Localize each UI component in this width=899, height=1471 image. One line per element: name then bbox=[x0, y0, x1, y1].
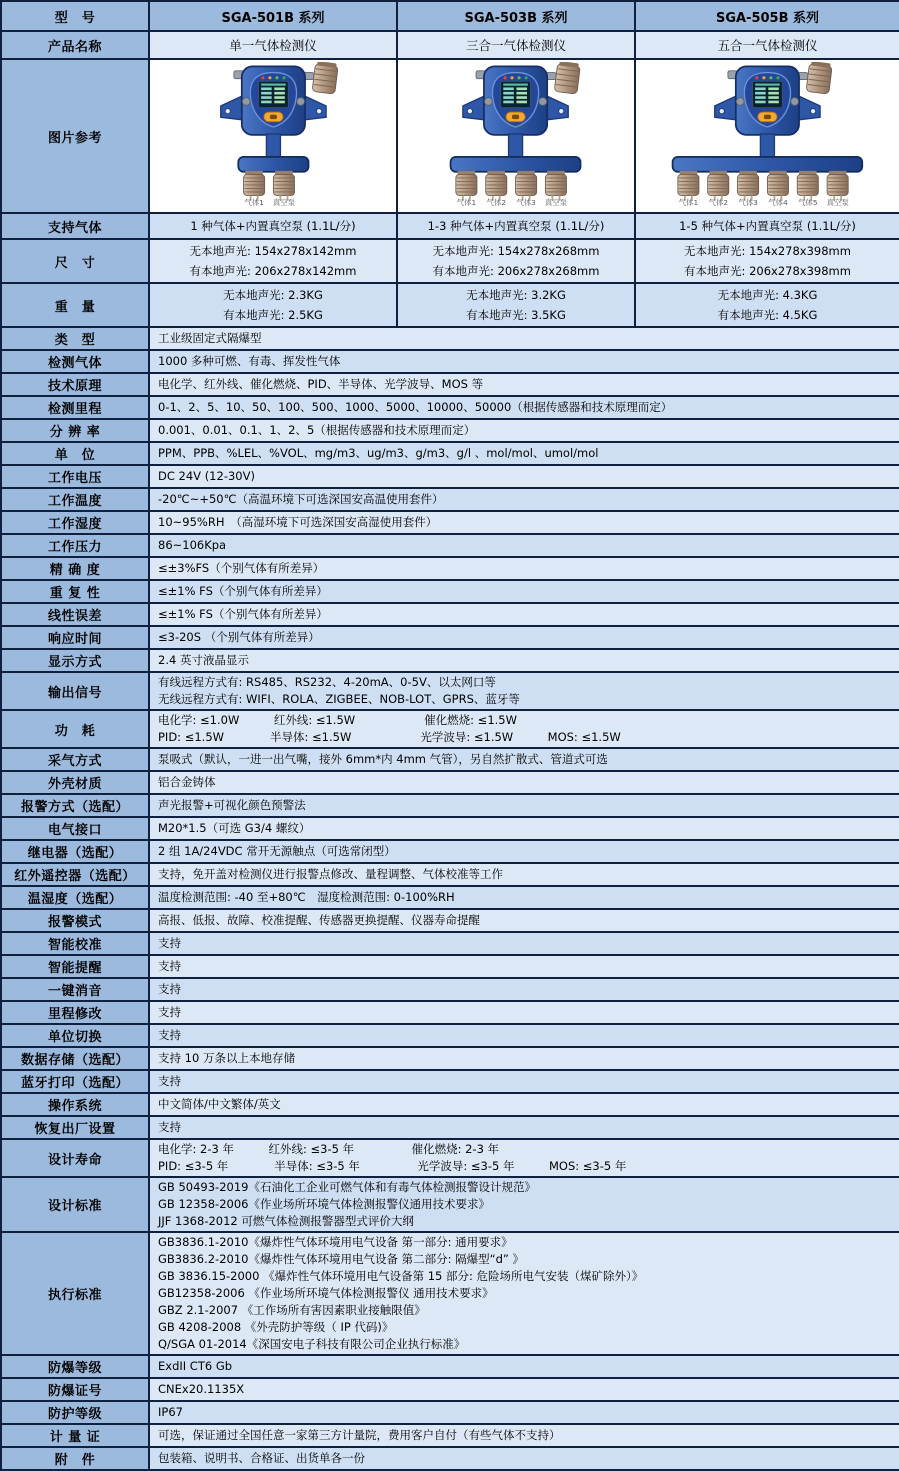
row-label-weight: 重 量 bbox=[1, 283, 149, 327]
device-image-cell bbox=[635, 59, 899, 213]
spec-value-line: 电化学: ≤1.0W 红外线: ≤1.5W 催化燃烧: ≤1.5W bbox=[158, 713, 517, 727]
spec-value-line: M20*1.5（可选 G3/4 螺纹） bbox=[158, 821, 311, 835]
spec-value bbox=[149, 534, 899, 557]
spec-row bbox=[1, 771, 899, 794]
sensor-label: 真空泵 bbox=[272, 198, 295, 206]
spec-label: 报警方式（选配） bbox=[1, 794, 149, 817]
spec-value-line: 无线远程方式有: WIFI、ROLA、ZIGBEE、NOB-LOT、GPRS、蓝牙等 bbox=[158, 692, 520, 706]
spec-value-line: 2.4 英寸液晶显示 bbox=[158, 653, 249, 667]
spec-value bbox=[149, 710, 899, 748]
spec-value-line: ≤±3%FS（个别气体有所差异） bbox=[158, 561, 325, 575]
spec-value-line: 声光报警+可视化颜色预警法 bbox=[158, 798, 306, 812]
spec-row bbox=[1, 649, 899, 672]
device-image-cell bbox=[149, 59, 397, 213]
dimensions-row bbox=[1, 239, 899, 283]
device-illustration bbox=[190, 62, 357, 206]
spec-value bbox=[149, 1424, 899, 1447]
spec-value bbox=[149, 1355, 899, 1378]
sensor-label: 气体2 bbox=[708, 198, 729, 206]
spec-value-line: GB 4208-2008 《外壳防护等级（ IP 代码)》 bbox=[158, 1320, 394, 1334]
spec-label: 红外遥控器（选配） bbox=[1, 863, 149, 886]
spec-value bbox=[149, 863, 899, 886]
sensor-label: 气体4 bbox=[768, 198, 788, 206]
spec-value bbox=[149, 909, 899, 932]
spec-label: 执行标准 bbox=[1, 1232, 149, 1355]
row-label-gas: 支持气体 bbox=[1, 213, 149, 239]
spec-value-line: ≤±1% FS（个别气体有所差异） bbox=[158, 584, 328, 598]
spec-row bbox=[1, 511, 899, 534]
spec-value-line: GB 50493-2019《石油化工企业可燃气体和有毒气体检测报警设计规范》 bbox=[158, 1180, 536, 1194]
spec-value-line: ExdII CT6 Gb bbox=[158, 1359, 233, 1373]
sensor-label: 气体1 bbox=[243, 198, 264, 206]
spec-value bbox=[149, 465, 899, 488]
spec-label: 操作系统 bbox=[1, 1093, 149, 1116]
spec-value bbox=[149, 1139, 899, 1177]
spec-row bbox=[1, 1070, 899, 1093]
spec-value-line: 10~95%RH （高湿环境下可选深国安高湿使用套件） bbox=[158, 515, 438, 529]
spec-value-line: IP67 bbox=[158, 1405, 183, 1419]
spec-value-line: 支持 bbox=[158, 959, 181, 973]
spec-value bbox=[149, 1401, 899, 1424]
sensor-label: 真空泵 bbox=[826, 198, 849, 206]
spec-row bbox=[1, 1093, 899, 1116]
spec-value bbox=[149, 373, 899, 396]
spec-row bbox=[1, 1401, 899, 1424]
spec-value-line: 支持 bbox=[158, 936, 181, 950]
spec-label: 数据存储（选配） bbox=[1, 1047, 149, 1070]
spec-row bbox=[1, 1139, 899, 1177]
weight-value: 无本地声光: 4.3KG 有本地声光: 4.5KG bbox=[717, 288, 818, 322]
spec-label: 工作压力 bbox=[1, 534, 149, 557]
spec-value-line: 支持 bbox=[158, 1028, 181, 1042]
spec-value bbox=[149, 1232, 899, 1355]
spec-value-line: CNEx20.1135X bbox=[158, 1382, 245, 1396]
spec-value-line: 电化学: 2-3 年 红外线: ≤3-5 年 催化燃烧: 2-3 年 bbox=[158, 1142, 500, 1156]
spec-label: 继电器（选配） bbox=[1, 840, 149, 863]
sensor-label: 气体1 bbox=[456, 198, 477, 206]
sensor-label: 气体5 bbox=[798, 198, 818, 206]
spec-label: 报警模式 bbox=[1, 909, 149, 932]
spec-label: 工作湿度 bbox=[1, 511, 149, 534]
spec-value-line: 0.001、0.01、0.1、1、2、5（根据传感器和技术原理而定） bbox=[158, 423, 476, 437]
spec-label: 检测里程 bbox=[1, 396, 149, 419]
spec-value bbox=[149, 603, 899, 626]
spec-value-line: DC 24V (12-30V) bbox=[158, 469, 255, 483]
model-row bbox=[1, 1, 899, 31]
spec-value bbox=[149, 794, 899, 817]
spec-value bbox=[149, 626, 899, 649]
spec-value-line: 支持，免开盖对检测仪进行报警点修改、量程调整、气体校准等工作 bbox=[158, 867, 503, 881]
spec-value bbox=[149, 557, 899, 580]
spec-label: 分 辨 率 bbox=[1, 419, 149, 442]
spec-value bbox=[149, 1001, 899, 1024]
spec-label: 重 复 性 bbox=[1, 580, 149, 603]
spec-value bbox=[149, 350, 899, 373]
spec-value-line: 铝合金铸体 bbox=[158, 775, 216, 789]
sensor-label: 真空泵 bbox=[545, 198, 568, 206]
spec-value bbox=[149, 1378, 899, 1401]
spec-value-line: 1000 多种可燃、有毒、挥发性气体 bbox=[158, 354, 341, 368]
spec-label: 功 耗 bbox=[1, 710, 149, 748]
spec-value bbox=[149, 955, 899, 978]
spec-value-line: 支持 bbox=[158, 1074, 181, 1088]
image-row bbox=[1, 59, 899, 213]
spec-value-line: 支持 bbox=[158, 1120, 181, 1134]
spec-value-line: GB3836.1-2010《爆炸性气体环境用电气设备 第一部分: 通用要求》 bbox=[158, 1235, 513, 1249]
row-label-product: 产品名称 bbox=[1, 31, 149, 59]
spec-label: 蓝牙打印（选配） bbox=[1, 1070, 149, 1093]
spec-value bbox=[149, 580, 899, 603]
spec-row bbox=[1, 1047, 899, 1070]
spec-value bbox=[149, 978, 899, 1001]
spec-value bbox=[149, 1070, 899, 1093]
spec-label: 智能校准 bbox=[1, 932, 149, 955]
sensor-label: 气体2 bbox=[486, 198, 507, 206]
spec-label: 计 量 证 bbox=[1, 1424, 149, 1447]
spec-label: 防爆等级 bbox=[1, 1355, 149, 1378]
spec-label: 里程修改 bbox=[1, 1001, 149, 1024]
sensor-label: 气体3 bbox=[738, 198, 759, 206]
spec-label: 温湿度（选配） bbox=[1, 886, 149, 909]
model-name: SGA-503B 系列 bbox=[397, 1, 635, 31]
spec-label: 单 位 bbox=[1, 442, 149, 465]
spec-value bbox=[149, 327, 899, 350]
spec-row bbox=[1, 1177, 899, 1232]
spec-row bbox=[1, 1232, 899, 1355]
spec-value bbox=[149, 1093, 899, 1116]
spec-label: 线性误差 bbox=[1, 603, 149, 626]
spec-row bbox=[1, 465, 899, 488]
spec-value-line: 2 组 1A/24VDC 常开无源触点（可选常闭型） bbox=[158, 844, 396, 858]
spec-value bbox=[149, 817, 899, 840]
spec-row bbox=[1, 626, 899, 649]
spec-label: 技术原理 bbox=[1, 373, 149, 396]
device-image-2 bbox=[398, 62, 634, 210]
spec-label: 类 型 bbox=[1, 327, 149, 350]
spec-row bbox=[1, 580, 899, 603]
spec-value-line: 工业级固定式隔爆型 bbox=[158, 331, 262, 345]
spec-value bbox=[149, 1024, 899, 1047]
spec-row bbox=[1, 419, 899, 442]
spec-value bbox=[149, 1047, 899, 1070]
spec-row bbox=[1, 955, 899, 978]
spec-label: 电气接口 bbox=[1, 817, 149, 840]
spec-label: 工作温度 bbox=[1, 488, 149, 511]
spec-label: 单位切换 bbox=[1, 1024, 149, 1047]
spec-row bbox=[1, 978, 899, 1001]
spec-value bbox=[149, 419, 899, 442]
spec-row bbox=[1, 909, 899, 932]
spec-value bbox=[149, 932, 899, 955]
sensor-label: 气体1 bbox=[678, 198, 699, 206]
gas-support-value: 1-3 种气体+内置真空泵 (1.1L/分) bbox=[397, 213, 635, 239]
spec-row bbox=[1, 1024, 899, 1047]
spec-row bbox=[1, 603, 899, 626]
spec-value-line: GB12358-2006 《作业场所环境气体检测报警仪 通用技术要求》 bbox=[158, 1286, 494, 1300]
spec-value bbox=[149, 396, 899, 419]
product-name-row bbox=[1, 31, 899, 59]
weight-value: 无本地声光: 3.2KG 有本地声光: 3.5KG bbox=[466, 288, 566, 322]
spec-row bbox=[1, 794, 899, 817]
spec-value-line: 泵吸式（默认，一进一出气嘴，接外 6mm*内 4mm 气管），另自然扩散式、管道式可选 bbox=[158, 752, 608, 766]
spec-row bbox=[1, 488, 899, 511]
spec-label: 响应时间 bbox=[1, 626, 149, 649]
row-label-model: 型 号 bbox=[1, 1, 149, 31]
spec-value bbox=[149, 488, 899, 511]
spec-value bbox=[149, 1177, 899, 1232]
spec-value-line: Q/SGA 01-2014《深国安电子科技有限公司企业执行标准》 bbox=[158, 1337, 466, 1351]
spec-row bbox=[1, 672, 899, 710]
spec-label: 显示方式 bbox=[1, 649, 149, 672]
spec-value-line: 0-1、2、5、10、50、100、500、1000、5000、10000、50000（根据传感器和技术原理而定） bbox=[158, 400, 673, 414]
spec-value bbox=[149, 840, 899, 863]
spec-row bbox=[1, 840, 899, 863]
model-name: SGA-501B 系列 bbox=[149, 1, 397, 31]
spec-row bbox=[1, 1378, 899, 1401]
spec-value-line: 中文简体/中文繁体/英文 bbox=[158, 1097, 281, 1111]
row-label-image: 图片参考 bbox=[1, 59, 149, 213]
model-name: SGA-505B 系列 bbox=[635, 1, 899, 31]
spec-value bbox=[149, 511, 899, 534]
spec-row bbox=[1, 534, 899, 557]
spec-row bbox=[1, 886, 899, 909]
device-image-cell bbox=[397, 59, 635, 213]
spec-value-line: 包装箱、说明书、合格证、出货单各一份 bbox=[158, 1451, 365, 1465]
spec-label: 防护等级 bbox=[1, 1401, 149, 1424]
weight-value: 无本地声光: 2.3KG 有本地声光: 2.5KG bbox=[223, 288, 323, 322]
spec-row bbox=[1, 350, 899, 373]
gas-support-value: 1-5 种气体+内置真空泵 (1.1L/分) bbox=[635, 213, 899, 239]
spec-row bbox=[1, 373, 899, 396]
dimension-value: 无本地声光: 154x278x268mm 有本地声光: 206x278x268mm bbox=[432, 244, 600, 278]
spec-value-line: PID: ≤1.5W 半导体: ≤1.5W 光学波导: ≤1.5W MOS: ≤1.5W bbox=[158, 730, 621, 744]
spec-value-line: -20℃~+50℃（高温环境下可选深国安高温使用套件） bbox=[158, 492, 444, 506]
spec-value bbox=[149, 1447, 899, 1470]
spec-label: 输出信号 bbox=[1, 672, 149, 710]
spec-value-line: 支持 bbox=[158, 982, 181, 996]
device-image-1 bbox=[150, 62, 396, 210]
dimension-value: 无本地声光: 154x278x142mm 有本地声光: 206x278x142mm bbox=[189, 244, 357, 278]
spec-label: 设计标准 bbox=[1, 1177, 149, 1232]
spec-label: 外壳材质 bbox=[1, 771, 149, 794]
spec-value-line: GB3836.2-2010《爆炸性气体环境用电气设备 第二部分: 隔爆型“d” 》 bbox=[158, 1252, 525, 1266]
spec-value-line: 有线远程方式有: RS485、RS232、4-20mA、0-5V、以太网口等 bbox=[158, 675, 496, 689]
gas-support-value: 1 种气体+内置真空泵 (1.1L/分) bbox=[149, 213, 397, 239]
spec-label: 一键消音 bbox=[1, 978, 149, 1001]
spec-value-line: ≤3-20S （个别气体有所差异） bbox=[158, 630, 320, 644]
spec-value-line: JJF 1368-2012 可燃气体检测报警器型式评价大纲 bbox=[158, 1214, 414, 1228]
spec-label: 附 件 bbox=[1, 1447, 149, 1470]
spec-row bbox=[1, 396, 899, 419]
device-illustration bbox=[648, 62, 887, 206]
spec-label: 检测气体 bbox=[1, 350, 149, 373]
spec-value-line: 支持 bbox=[158, 1005, 181, 1019]
spec-row bbox=[1, 442, 899, 465]
spec-value-line: 可选，保证通过全国任意一家第三方计量院，费用客户自付（有些气体不支持） bbox=[158, 1428, 561, 1442]
spec-row bbox=[1, 710, 899, 748]
product-name: 五合一气体检测仪 bbox=[635, 31, 899, 59]
device-image-3 bbox=[636, 62, 899, 210]
spec-row bbox=[1, 1447, 899, 1470]
spec-label: 工作电压 bbox=[1, 465, 149, 488]
spec-row bbox=[1, 1001, 899, 1024]
spec-value-line: GBZ 2.1-2007 《工作场所有害因素职业接触限值》 bbox=[158, 1303, 426, 1317]
row-label-dimensions: 尺 寸 bbox=[1, 239, 149, 283]
spec-row bbox=[1, 327, 899, 350]
spec-row bbox=[1, 1116, 899, 1139]
spec-value bbox=[149, 748, 899, 771]
spec-value bbox=[149, 672, 899, 710]
spec-label: 设计寿命 bbox=[1, 1139, 149, 1177]
spec-value bbox=[149, 442, 899, 465]
spec-value-line: 温度检测范围: -40 至+80℃ 湿度检测范围: 0-100%RH bbox=[158, 890, 455, 904]
spec-value-line: 支持 10 万条以上本地存储 bbox=[158, 1051, 295, 1065]
spec-row bbox=[1, 932, 899, 955]
device-illustration bbox=[426, 62, 605, 206]
spec-value bbox=[149, 771, 899, 794]
spec-label: 采气方式 bbox=[1, 748, 149, 771]
gas-support-row bbox=[1, 213, 899, 239]
weight-row bbox=[1, 283, 899, 327]
spec-label: 智能提醒 bbox=[1, 955, 149, 978]
spec-row bbox=[1, 1424, 899, 1447]
spec-label: 恢复出厂设置 bbox=[1, 1116, 149, 1139]
sensor-label: 气体3 bbox=[516, 198, 537, 206]
spec-row bbox=[1, 863, 899, 886]
spec-label: 精 确 度 bbox=[1, 557, 149, 580]
spec-value-line: 电化学、红外线、催化燃烧、PID、半导体、光学波导、MOS 等 bbox=[158, 377, 484, 391]
spec-value-line: GB 12358-2006《作业场所环境气体检测报警仪通用技术要求》 bbox=[158, 1197, 490, 1211]
spec-value-line: GB 3836.15-2000 《爆炸性气体环境用电气设备第 15 部分: 危险场所电气安装（煤矿除外）》 bbox=[158, 1269, 644, 1283]
spec-value-line: PID: ≤3-5 年 半导体: ≤3-5 年 光学波导: ≤3-5 年 MOS: ≤3-5 年 bbox=[158, 1159, 627, 1173]
spec-row bbox=[1, 748, 899, 771]
spec-row bbox=[1, 1355, 899, 1378]
spec-row bbox=[1, 557, 899, 580]
spec-label: 防爆证号 bbox=[1, 1378, 149, 1401]
spec-value bbox=[149, 1116, 899, 1139]
spec-value-line: 高报、低报、故障、校准提醒、传感器更换提醒、仪器寿命提醒 bbox=[158, 913, 480, 927]
spec-value bbox=[149, 649, 899, 672]
spec-value-line: ≤±1% FS（个别气体有所差异） bbox=[158, 607, 328, 621]
spec-value bbox=[149, 886, 899, 909]
spec-row bbox=[1, 817, 899, 840]
dimension-value: 无本地声光: 154x278x398mm 有本地声光: 206x278x398mm bbox=[684, 244, 851, 278]
spec-value-line: PPM、PPB、%LEL、%VOL、mg/m3、ug/m3、g/m3、g/l 、mol/mol、umol/mol bbox=[158, 446, 599, 460]
product-name: 单一气体检测仪 bbox=[149, 31, 397, 59]
product-name: 三合一气体检测仪 bbox=[397, 31, 635, 59]
spec-value-line: 86~106Kpa bbox=[158, 538, 227, 552]
